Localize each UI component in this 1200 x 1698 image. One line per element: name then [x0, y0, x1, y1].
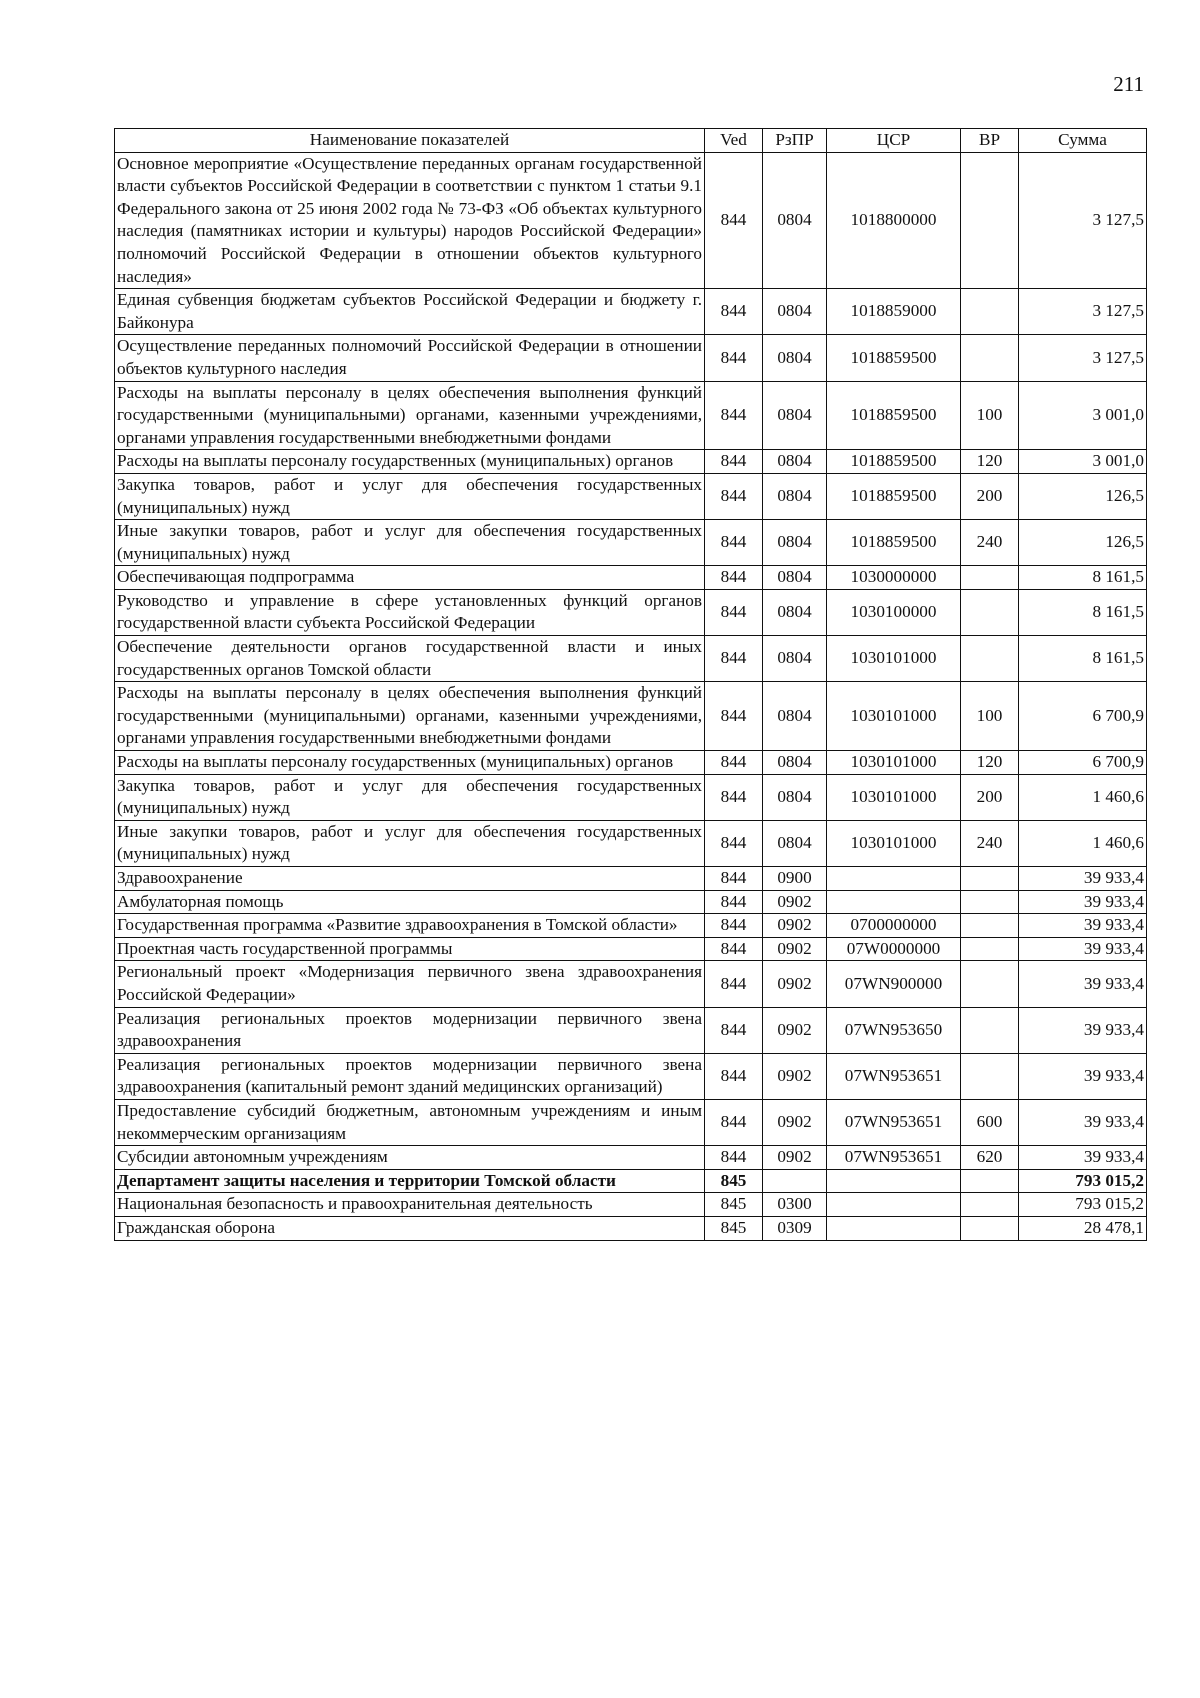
cell-ved: 844: [705, 335, 763, 381]
table-header-row: [115, 129, 1147, 153]
cell-sum: 126,5: [1019, 520, 1147, 566]
cell-name: Закупка товаров, работ и услуг для обеспечения государственных (муниципальных) нужд: [115, 473, 705, 519]
cell-rzpr: 0804: [763, 335, 827, 381]
cell-vr: 100: [961, 682, 1019, 751]
cell-rzpr: 0902: [763, 937, 827, 961]
cell-rzpr: 0804: [763, 381, 827, 450]
header-csr: ЦСР: [827, 129, 961, 153]
cell-vr: [961, 1193, 1019, 1217]
cell-sum: 39 933,4: [1019, 890, 1147, 914]
page-number: 211: [1113, 72, 1144, 96]
cell-vr: 120: [961, 751, 1019, 775]
header-rzpr: РзПР: [763, 129, 827, 153]
cell-ved: 844: [705, 867, 763, 891]
cell-vr: [961, 914, 1019, 938]
cell-csr: [827, 1216, 961, 1240]
cell-sum: 126,5: [1019, 473, 1147, 519]
cell-rzpr: 0300: [763, 1193, 827, 1217]
cell-ved: 844: [705, 289, 763, 335]
cell-name: Государственная программа «Развитие здравоохранения в Томской области»: [115, 914, 705, 938]
cell-sum: 8 161,5: [1019, 589, 1147, 635]
cell-vr: 200: [961, 774, 1019, 820]
cell-vr: [961, 1169, 1019, 1193]
cell-name: Национальная безопасность и правоохранительная деятельность: [115, 1193, 705, 1217]
cell-vr: [961, 589, 1019, 635]
cell-csr: 07WN953651: [827, 1099, 961, 1145]
cell-vr: 240: [961, 820, 1019, 866]
cell-rzpr: 0902: [763, 961, 827, 1007]
cell-vr: [961, 1216, 1019, 1240]
cell-sum: 3 127,5: [1019, 289, 1147, 335]
cell-sum: 3 001,0: [1019, 450, 1147, 474]
cell-ved: 844: [705, 820, 763, 866]
cell-csr: 1030101000: [827, 820, 961, 866]
cell-rzpr: 0804: [763, 636, 827, 682]
table-row: [115, 682, 1147, 751]
cell-rzpr: 0804: [763, 520, 827, 566]
cell-name: Амбулаторная помощь: [115, 890, 705, 914]
cell-vr: 620: [961, 1146, 1019, 1170]
cell-rzpr: 0804: [763, 589, 827, 635]
table-row: [115, 751, 1147, 775]
cell-sum: 39 933,4: [1019, 1007, 1147, 1053]
table-row: [115, 890, 1147, 914]
cell-csr: 1018859500: [827, 450, 961, 474]
cell-name: Обеспечивающая подпрограмма: [115, 566, 705, 590]
cell-csr: 07WN953651: [827, 1146, 961, 1170]
cell-ved: 844: [705, 774, 763, 820]
table-row: [115, 289, 1147, 335]
cell-vr: [961, 961, 1019, 1007]
cell-rzpr: 0902: [763, 1007, 827, 1053]
cell-sum: 39 933,4: [1019, 961, 1147, 1007]
cell-csr: [827, 1193, 961, 1217]
cell-ved: 844: [705, 937, 763, 961]
table-row: [115, 520, 1147, 566]
cell-name: Расходы на выплаты персоналу государственных (муниципальных) органов: [115, 751, 705, 775]
cell-rzpr: 0804: [763, 289, 827, 335]
cell-ved: 844: [705, 961, 763, 1007]
table-row: [115, 636, 1147, 682]
table-row: [115, 867, 1147, 891]
cell-rzpr: [763, 1169, 827, 1193]
cell-name: Субсидии автономным учреждениям: [115, 1146, 705, 1170]
cell-sum: 39 933,4: [1019, 1146, 1147, 1170]
cell-vr: [961, 289, 1019, 335]
header-name: Наименование показателей: [115, 129, 705, 153]
cell-ved: 844: [705, 473, 763, 519]
cell-rzpr: 0804: [763, 152, 827, 289]
cell-csr: 1030101000: [827, 682, 961, 751]
cell-sum: 8 161,5: [1019, 566, 1147, 590]
cell-ved: 844: [705, 589, 763, 635]
cell-csr: 0700000000: [827, 914, 961, 938]
cell-name: Предоставление субсидий бюджетным, автономным учреждениям и иным некоммерческим организациям: [115, 1099, 705, 1145]
cell-vr: [961, 636, 1019, 682]
cell-sum: 3 127,5: [1019, 335, 1147, 381]
cell-name: Иные закупки товаров, работ и услуг для обеспечения государственных (муниципальных) нужд: [115, 520, 705, 566]
cell-vr: [961, 890, 1019, 914]
table-row: [115, 152, 1147, 289]
table-row: [115, 381, 1147, 450]
header-sum: Сумма: [1019, 129, 1147, 153]
cell-name: Проектная часть государственной программы: [115, 937, 705, 961]
cell-sum: 39 933,4: [1019, 914, 1147, 938]
table-row: [115, 1099, 1147, 1145]
cell-sum: 3 127,5: [1019, 152, 1147, 289]
cell-name: Здравоохранение: [115, 867, 705, 891]
cell-sum: 6 700,9: [1019, 751, 1147, 775]
cell-rzpr: 0804: [763, 566, 827, 590]
header-ved: Ved: [705, 129, 763, 153]
table-row: [115, 1053, 1147, 1099]
cell-rzpr: 0902: [763, 1053, 827, 1099]
cell-sum: 793 015,2: [1019, 1193, 1147, 1217]
cell-vr: [961, 937, 1019, 961]
table-row: [115, 1007, 1147, 1053]
cell-vr: [961, 566, 1019, 590]
cell-csr: 1018859000: [827, 289, 961, 335]
cell-vr: [961, 1007, 1019, 1053]
cell-vr: 100: [961, 381, 1019, 450]
cell-csr: 1018859500: [827, 520, 961, 566]
cell-name: Расходы на выплаты персоналу государственных (муниципальных) органов: [115, 450, 705, 474]
cell-sum: 8 161,5: [1019, 636, 1147, 682]
cell-csr: 1018800000: [827, 152, 961, 289]
cell-rzpr: 0309: [763, 1216, 827, 1240]
table-row: [115, 1193, 1147, 1217]
cell-vr: [961, 1053, 1019, 1099]
cell-ved: 844: [705, 152, 763, 289]
table-row: [115, 820, 1147, 866]
cell-sum: 28 478,1: [1019, 1216, 1147, 1240]
cell-csr: 1030101000: [827, 774, 961, 820]
cell-rzpr: 0804: [763, 682, 827, 751]
cell-ved: 844: [705, 636, 763, 682]
table-row: [115, 450, 1147, 474]
cell-rzpr: 0804: [763, 774, 827, 820]
table-row: [115, 774, 1147, 820]
cell-csr: 1018859500: [827, 473, 961, 519]
cell-vr: [961, 152, 1019, 289]
cell-ved: 845: [705, 1193, 763, 1217]
cell-csr: 07WN953650: [827, 1007, 961, 1053]
cell-rzpr: 0804: [763, 450, 827, 474]
cell-name: Гражданская оборона: [115, 1216, 705, 1240]
cell-sum: 39 933,4: [1019, 937, 1147, 961]
cell-ved: 844: [705, 381, 763, 450]
cell-rzpr: 0902: [763, 890, 827, 914]
cell-ved: 844: [705, 914, 763, 938]
cell-rzpr: 0804: [763, 473, 827, 519]
cell-csr: [827, 1169, 961, 1193]
budget-table: [114, 128, 1147, 1241]
cell-csr: 1030101000: [827, 636, 961, 682]
cell-name: Закупка товаров, работ и услуг для обеспечения государственных (муниципальных) нужд: [115, 774, 705, 820]
cell-ved: 844: [705, 890, 763, 914]
cell-csr: 07W0000000: [827, 937, 961, 961]
cell-name: Иные закупки товаров, работ и услуг для обеспечения государственных (муниципальных) нужд: [115, 820, 705, 866]
table-row: [115, 914, 1147, 938]
cell-rzpr: 0902: [763, 914, 827, 938]
cell-vr: 120: [961, 450, 1019, 474]
cell-rzpr: 0900: [763, 867, 827, 891]
cell-csr: [827, 867, 961, 891]
table-body: [115, 152, 1147, 1240]
cell-name: Единая субвенция бюджетам субъектов Российской Федерации и бюджету г. Байконура: [115, 289, 705, 335]
cell-sum: 793 015,2: [1019, 1169, 1147, 1193]
cell-sum: 39 933,4: [1019, 1099, 1147, 1145]
table-row: [115, 335, 1147, 381]
table-row: [115, 1169, 1147, 1193]
cell-vr: 240: [961, 520, 1019, 566]
cell-csr: 1030100000: [827, 589, 961, 635]
header-vr: ВР: [961, 129, 1019, 153]
cell-name: Расходы на выплаты персоналу в целях обеспечения выполнения функций государственными (муниципальными) органами, казенными учреждениями, органами управления государственными внебюджетными фондами: [115, 682, 705, 751]
table-row: [115, 589, 1147, 635]
cell-name: Реализация региональных проектов модернизации первичного звена здравоохранения (капитальный ремонт зданий медицинских организаций): [115, 1053, 705, 1099]
cell-ved: 844: [705, 751, 763, 775]
cell-ved: 844: [705, 1053, 763, 1099]
cell-csr: 1030000000: [827, 566, 961, 590]
cell-sum: 1 460,6: [1019, 774, 1147, 820]
cell-ved: 844: [705, 1099, 763, 1145]
cell-name: Основное мероприятие «Осуществление переданных органам государственной власти субъектов Российской Федерации в соответствии с пунктом 1 статьи 9.1 Федерального закона от 25 июня 2002 года № 73-ФЗ «Об объектах культурного наследия (памятниках истории и культуры) народов Российской Федерации» полномочий Российской Федерации в отношении объектов культурного наследия»: [115, 152, 705, 289]
cell-rzpr: 0902: [763, 1099, 827, 1145]
cell-ved: 844: [705, 1007, 763, 1053]
cell-csr: 07WN900000: [827, 961, 961, 1007]
table-row: [115, 473, 1147, 519]
cell-sum: 6 700,9: [1019, 682, 1147, 751]
cell-ved: 844: [705, 566, 763, 590]
cell-sum: 39 933,4: [1019, 1053, 1147, 1099]
cell-name: Осуществление переданных полномочий Российской Федерации в отношении объектов культурного наследия: [115, 335, 705, 381]
cell-ved: 844: [705, 520, 763, 566]
cell-ved: 845: [705, 1169, 763, 1193]
cell-ved: 845: [705, 1216, 763, 1240]
cell-sum: 3 001,0: [1019, 381, 1147, 450]
table-row: [115, 1216, 1147, 1240]
cell-name: Расходы на выплаты персоналу в целях обеспечения выполнения функций государственными (муниципальными) органами, казенными учреждениями, органами управления государственными внебюджетными фондами: [115, 381, 705, 450]
cell-vr: 600: [961, 1099, 1019, 1145]
table-row: [115, 566, 1147, 590]
cell-name: Реализация региональных проектов модернизации первичного звена здравоохранения: [115, 1007, 705, 1053]
cell-name: Региональный проект «Модернизация первичного звена здравоохранения Российской Федерации»: [115, 961, 705, 1007]
cell-csr: [827, 890, 961, 914]
cell-sum: 39 933,4: [1019, 867, 1147, 891]
table-row: [115, 961, 1147, 1007]
cell-name: Департамент защиты населения и территории Томской области: [115, 1169, 705, 1193]
cell-rzpr: 0902: [763, 1146, 827, 1170]
cell-ved: 844: [705, 1146, 763, 1170]
cell-ved: 844: [705, 450, 763, 474]
cell-csr: 1030101000: [827, 751, 961, 775]
cell-vr: [961, 335, 1019, 381]
cell-name: Руководство и управление в сфере установленных функций органов государственной власти субъекта Российской Федерации: [115, 589, 705, 635]
cell-vr: [961, 867, 1019, 891]
cell-sum: 1 460,6: [1019, 820, 1147, 866]
cell-csr: 1018859500: [827, 381, 961, 450]
cell-csr: 07WN953651: [827, 1053, 961, 1099]
cell-vr: 200: [961, 473, 1019, 519]
table-row: [115, 1146, 1147, 1170]
cell-csr: 1018859500: [827, 335, 961, 381]
cell-rzpr: 0804: [763, 751, 827, 775]
cell-ved: 844: [705, 682, 763, 751]
cell-rzpr: 0804: [763, 820, 827, 866]
table-row: [115, 937, 1147, 961]
cell-name: Обеспечение деятельности органов государственной власти и иных государственных органов Томской области: [115, 636, 705, 682]
